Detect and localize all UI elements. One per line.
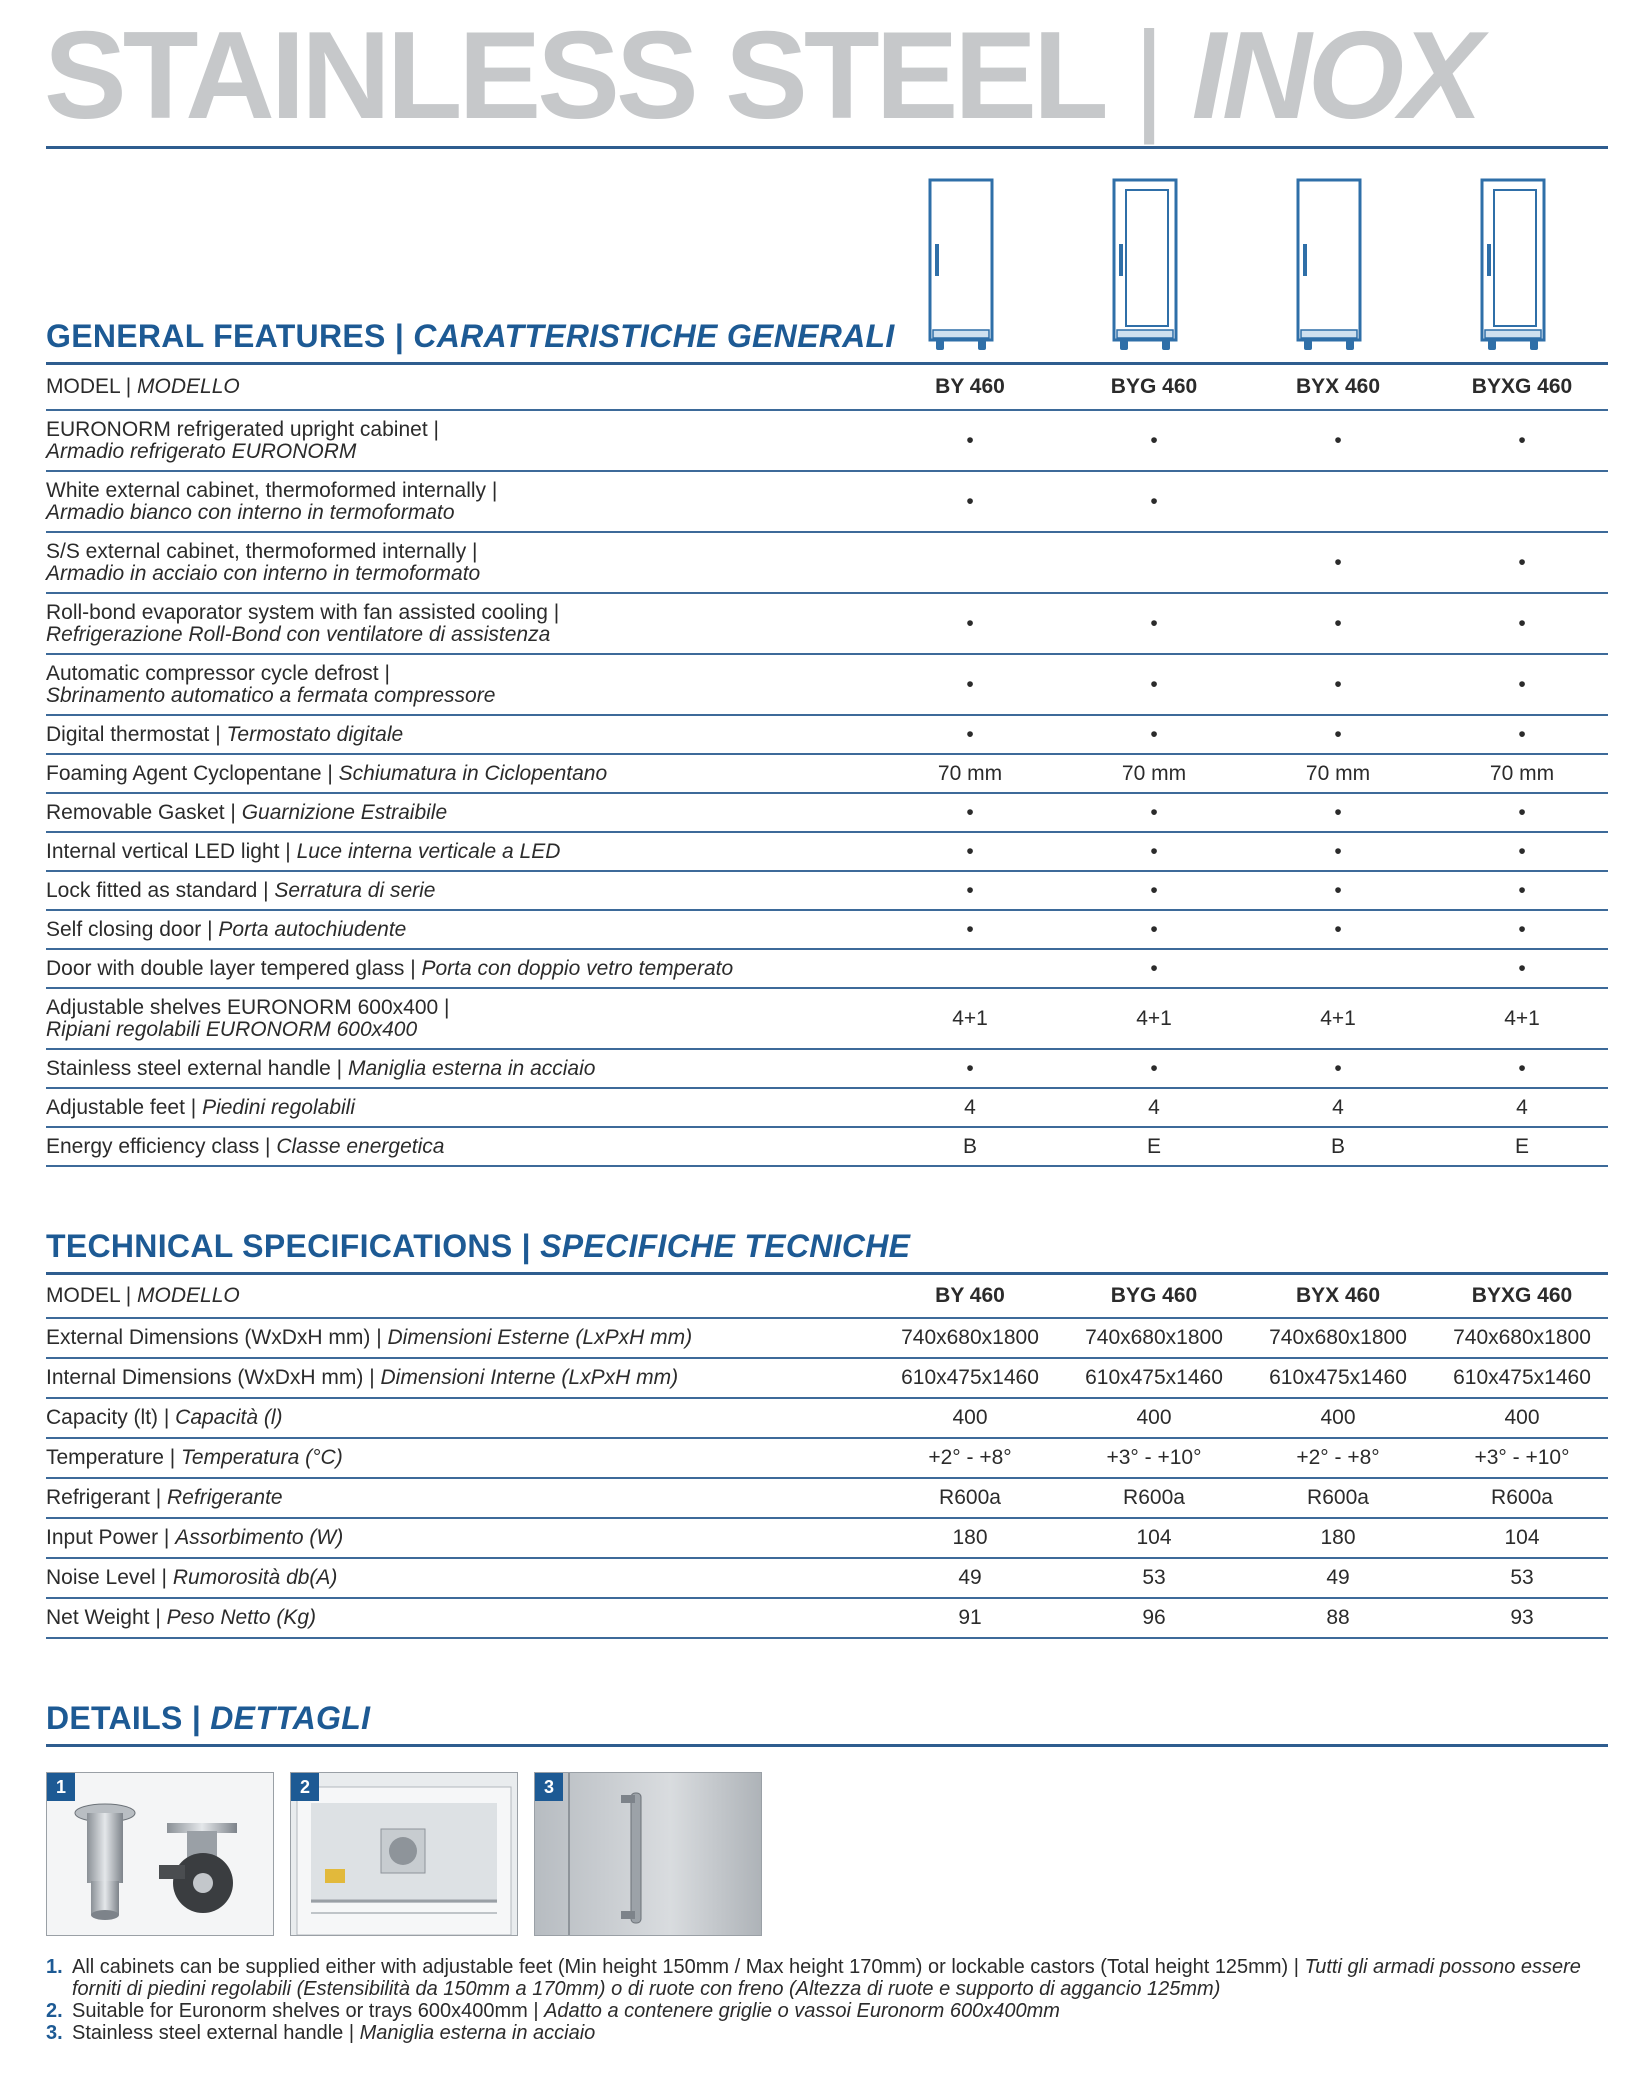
row-label-en: Adjustable feet | [46, 1095, 203, 1119]
row-label [46, 1487, 906, 1509]
cell-value: +3° - +10° [1474, 1446, 1570, 1469]
row-label [46, 997, 906, 1041]
row-label [46, 841, 906, 863]
cell-value: 400 [1136, 1406, 1172, 1429]
row-label-en: White external cabinet, thermoformed internally | [46, 478, 498, 502]
row-label [46, 663, 906, 707]
row-label [46, 541, 906, 585]
model-name: BYG 460 [1110, 1284, 1198, 1307]
cell-value: 740x680x1800 [1453, 1326, 1591, 1349]
feet-and-castor-image [47, 1773, 273, 1935]
cell-value: 49 [958, 1566, 982, 1589]
row-label-it: Dimensioni Interne (LxPxH mm) [380, 1366, 679, 1389]
cell-value: • [966, 489, 974, 513]
technical-specifications-title: TECHNICAL SPECIFICATIONS | SPECIFICHE TECNICHE [46, 1228, 911, 1264]
row-label [46, 602, 906, 646]
row-label [46, 1367, 906, 1389]
table-row [46, 1479, 1608, 1519]
row-label [46, 1567, 906, 1589]
cabinet-steel-door-icon [1294, 178, 1374, 358]
cell-value: • [966, 722, 974, 746]
table-row [46, 1559, 1608, 1599]
row-label-it: Sbrinamento automatico a fermata compressore [46, 683, 496, 707]
cell-value: R600a [1307, 1486, 1369, 1509]
model-header-row [46, 1275, 1608, 1319]
row-label [46, 480, 906, 524]
row-label [46, 919, 906, 941]
cabinet-interior-image [291, 1773, 517, 1935]
note-text-en: All cabinets can be supplied either with adjustable feet (Min height 150mm / Max height 170mm) or lockable castors (Total height 125mm) | [72, 1956, 1305, 1978]
table-row [46, 1359, 1608, 1399]
title-separator: | [1132, 7, 1162, 145]
row-label-en: Net Weight | [46, 1606, 167, 1629]
row-label-en: Self closing door | [46, 917, 219, 941]
table-row [46, 1089, 1608, 1128]
cell-value: • [966, 428, 974, 452]
row-label-en: Door with double layer tempered glass | [46, 956, 422, 980]
cell-value: 180 [1320, 1526, 1356, 1549]
model-name: BYX 460 [1295, 375, 1381, 398]
row-label [46, 958, 906, 980]
row-label-it: Serratura di serie [274, 878, 436, 902]
cell-value: B [962, 1134, 977, 1158]
model-name: BYG 460 [1110, 375, 1198, 398]
cell-value: 180 [952, 1526, 988, 1549]
row-label [46, 880, 906, 902]
cell-value: • [1334, 428, 1342, 452]
row-label-it: Maniglia esterna in acciaio [347, 1056, 596, 1080]
row-label-it: Refrigerazione Roll-Bond con ventilatore di assistenza [46, 622, 551, 646]
row-label-en: Internal vertical LED light | [46, 839, 297, 863]
table-row [46, 1050, 1608, 1089]
row-label-en: Temperature | [46, 1446, 182, 1469]
model-label-en: MODEL [46, 375, 120, 398]
cell-value: • [1518, 722, 1526, 746]
cell-value: 70 mm [937, 761, 1003, 785]
table-row [46, 1399, 1608, 1439]
table-row [46, 594, 1608, 655]
general-features-table [46, 365, 1608, 1167]
model-label-en: MODEL [46, 1284, 120, 1307]
cell-value: • [1150, 1056, 1158, 1080]
cell-value: • [1518, 839, 1526, 863]
cell-value: • [1518, 672, 1526, 696]
cabinet-solid-door-icon [926, 178, 1006, 358]
row-label-en: Noise Level | [46, 1566, 173, 1589]
note-text-en: Suitable for Euronorm shelves or trays 600x400mm | [72, 2000, 545, 2022]
cell-value: • [966, 611, 974, 635]
cabinet-steel-glass-door-icon [1478, 178, 1558, 358]
table-row [46, 472, 1608, 533]
row-label-it: Capacità (l) [175, 1406, 283, 1429]
row-label-it: Classe energetica [276, 1134, 445, 1158]
row-label-it: Refrigerante [167, 1486, 283, 1509]
row-label-it: Peso Netto (Kg) [166, 1606, 317, 1629]
cell-value: • [1150, 672, 1158, 696]
cell-value: • [1518, 956, 1526, 980]
detail-note-1 [46, 1956, 1616, 2000]
cell-value: 400 [1504, 1406, 1540, 1429]
cell-value: • [966, 800, 974, 824]
cell-value: 610x475x1460 [901, 1366, 1039, 1389]
cell-value: • [1518, 917, 1526, 941]
cell-value: • [1518, 878, 1526, 902]
cell-value: 53 [1142, 1566, 1166, 1589]
row-label-en: Energy efficiency class | [46, 1134, 277, 1158]
row-label-en: Stainless steel external handle | [46, 1056, 348, 1080]
cell-value: • [966, 1056, 974, 1080]
detail-photo-interior [290, 1772, 518, 1936]
row-label-en: Internal Dimensions (WxDxH mm) | [46, 1366, 381, 1389]
model-label-it: MODELLO [137, 1284, 240, 1307]
table-row [46, 1519, 1608, 1559]
table-row [46, 833, 1608, 872]
row-label-it: Dimensioni Esterne (LxPxH mm) [387, 1326, 693, 1349]
detail-note-2 [46, 2000, 1616, 2022]
row-label-it: Schiumatura in Ciclopentano [338, 761, 608, 785]
cell-value: 740x680x1800 [901, 1326, 1039, 1349]
row-label-it: Porta con doppio vetro temperato [421, 956, 734, 980]
table-row [46, 533, 1608, 594]
cell-value: 610x475x1460 [1085, 1366, 1223, 1389]
model-label-it: MODELLO [137, 375, 240, 398]
row-label [46, 1607, 906, 1629]
cell-value: R600a [1123, 1486, 1185, 1509]
table-row [46, 950, 1608, 989]
cell-value: • [1518, 611, 1526, 635]
model-name: BYXG 460 [1471, 375, 1573, 398]
cell-value: • [1150, 611, 1158, 635]
cell-value: • [1150, 800, 1158, 824]
title-italic: INOX [1191, 7, 1479, 145]
detail-badge-2: 2 [291, 1773, 319, 1801]
page-title [44, 7, 1479, 145]
row-label-en: Removable Gasket | [46, 800, 242, 824]
cell-value: 740x680x1800 [1269, 1326, 1407, 1349]
row-label-en: EURONORM refrigerated upright cabinet | [46, 417, 439, 441]
cell-value: 400 [952, 1406, 988, 1429]
row-label [46, 802, 906, 824]
cell-value: • [1334, 1056, 1342, 1080]
row-label [46, 1058, 906, 1080]
cell-value: • [1150, 428, 1158, 452]
table-row [46, 911, 1608, 950]
cell-value: 104 [1504, 1526, 1540, 1549]
row-label-it: Temperatura (°C) [181, 1446, 343, 1469]
row-label-it: Guarnizione Estraibile [241, 800, 448, 824]
row-label-en: Capacity (lt) | [46, 1406, 176, 1429]
cell-value: • [1518, 428, 1526, 452]
cell-value: +2° - +8° [928, 1446, 1012, 1469]
row-label [46, 1527, 906, 1549]
row-label-en: S/S external cabinet, thermoformed internally | [46, 539, 478, 563]
technical-specifications-table [46, 1275, 1608, 1639]
cabinet-glass-door-icon [1110, 178, 1190, 358]
cell-value: • [1150, 839, 1158, 863]
cell-value: • [966, 839, 974, 863]
cell-value: 4 [1516, 1095, 1528, 1119]
cell-value: • [1334, 672, 1342, 696]
cell-value: • [1334, 550, 1342, 574]
title-rule [46, 146, 1608, 149]
cell-value: 104 [1136, 1526, 1172, 1549]
cell-value: 610x475x1460 [1453, 1366, 1591, 1389]
row-label-it: Assorbimento (W) [175, 1526, 344, 1549]
cell-value: 4 [964, 1095, 976, 1119]
cell-value: • [1150, 956, 1158, 980]
table-row [46, 655, 1608, 716]
row-label [46, 419, 906, 463]
row-label [46, 1097, 906, 1119]
detail-photo-feet-castors [46, 1772, 274, 1936]
row-label-it: Armadio in acciaio con interno in termoformato [46, 561, 481, 585]
model-header-row [46, 365, 1608, 411]
cell-value: 740x680x1800 [1085, 1326, 1223, 1349]
table-row [46, 989, 1608, 1050]
row-label-en: Foaming Agent Cyclopentane | [46, 761, 339, 785]
row-label-en: Roll-bond evaporator system with fan assisted cooling | [46, 600, 560, 624]
cell-value: • [1518, 1056, 1526, 1080]
cell-value: 70 mm [1489, 761, 1555, 785]
cell-value: 4+1 [1136, 1006, 1172, 1030]
cell-value: +2° - +8° [1296, 1446, 1380, 1469]
table-row [46, 1599, 1608, 1639]
cell-value: • [966, 917, 974, 941]
note-text-en: Stainless steel external handle | [72, 2022, 360, 2044]
row-label-en: External Dimensions (WxDxH mm) | [46, 1326, 388, 1349]
cell-value: 91 [958, 1606, 982, 1629]
cell-value: 4 [1332, 1095, 1344, 1119]
cell-value: +3° - +10° [1106, 1446, 1202, 1469]
cell-value: 70 mm [1121, 761, 1187, 785]
cell-value: 70 mm [1305, 761, 1371, 785]
cell-value: 4+1 [952, 1006, 988, 1030]
cell-value: 88 [1326, 1606, 1350, 1629]
table-row [46, 1319, 1608, 1359]
row-label-en: Automatic compressor cycle defrost | [46, 661, 390, 685]
table-row [46, 1439, 1608, 1479]
cell-value: • [966, 878, 974, 902]
table-row [46, 411, 1608, 472]
cell-value: 400 [1320, 1406, 1356, 1429]
row-label [46, 763, 906, 785]
model-name: BYX 460 [1295, 1284, 1381, 1307]
cell-value: R600a [1491, 1486, 1553, 1509]
row-label-it: Termostato digitale [226, 722, 404, 746]
details-notes [46, 1956, 1616, 2044]
row-label-en: Digital thermostat | [46, 722, 227, 746]
cell-value: • [1334, 722, 1342, 746]
cell-value: R600a [939, 1486, 1001, 1509]
row-label-it: Armadio refrigerato EURONORM [46, 439, 357, 463]
details-title: DETAILS | DETTAGLI [46, 1700, 371, 1736]
cell-value: • [1150, 722, 1158, 746]
row-label-en: Lock fitted as standard | [46, 878, 275, 902]
table-row [46, 755, 1608, 794]
row-label [46, 1407, 906, 1429]
detail-photo-handle [534, 1772, 762, 1936]
cell-value: 49 [1326, 1566, 1350, 1589]
model-name: BY 460 [935, 1284, 1005, 1307]
detail-note-3 [46, 2022, 1616, 2044]
note-number: 3. [46, 2022, 63, 2044]
cell-value: • [1334, 917, 1342, 941]
stainless-handle-image [535, 1773, 761, 1935]
cell-value: B [1330, 1134, 1345, 1158]
note-number: 1. [46, 1956, 63, 1978]
cell-value: • [1150, 878, 1158, 902]
row-label-en: Input Power | [46, 1526, 176, 1549]
cell-value: 610x475x1460 [1269, 1366, 1407, 1389]
note-text-it: Maniglia esterna in acciaio [359, 2022, 596, 2044]
cell-value: • [1518, 800, 1526, 824]
cell-value: 4+1 [1504, 1006, 1540, 1030]
cell-value: 4+1 [1320, 1006, 1356, 1030]
table-row [46, 872, 1608, 911]
details-rule [46, 1744, 1608, 1747]
table-row [46, 794, 1608, 833]
cell-value: • [1334, 878, 1342, 902]
model-label: MODEL | MODELLO [46, 375, 240, 398]
cell-value: • [1334, 611, 1342, 635]
row-label-it: Armadio bianco con interno in termoformato [46, 500, 455, 524]
row-label-it: Rumorosità db(A) [172, 1566, 338, 1589]
model-name: BY 460 [935, 375, 1005, 398]
cell-value: E [1514, 1134, 1529, 1158]
table-row [46, 716, 1608, 755]
row-label [46, 1136, 906, 1158]
cell-value: 96 [1142, 1606, 1166, 1629]
row-label [46, 1447, 906, 1469]
title-main: STAINLESS STEEL [44, 7, 1103, 145]
cell-value: E [1146, 1134, 1161, 1158]
row-label-it: Porta autochiudente [218, 917, 407, 941]
note-number: 2. [46, 2000, 63, 2022]
row-label-en: Adjustable shelves EURONORM 600x400 | [46, 995, 450, 1019]
cell-value: 4 [1148, 1095, 1160, 1119]
cell-value: 93 [1510, 1606, 1534, 1629]
note-text-it: Tutti gli armadi possono essere forniti di piedini regolabili (Estensibilità da 150mm a 170mm) o di ruote con freno (Altezza di ruote e supporto di aggancio 125mm) [72, 1956, 1581, 2000]
detail-badge-1: 1 [47, 1773, 75, 1801]
row-label-it: Luce interna verticale a LED [296, 839, 561, 863]
row-label-it: Piedini regolabili [202, 1095, 355, 1119]
model-label: MODEL | MODELLO [46, 1284, 240, 1307]
note-text-it: Adatto a contenere griglie o vassoi Euronorm 600x400mm [544, 2000, 1060, 2022]
row-label [46, 724, 906, 746]
model-name: BYXG 460 [1471, 1284, 1573, 1307]
cell-value: • [966, 672, 974, 696]
table-row [46, 1128, 1608, 1167]
cell-value: • [1150, 489, 1158, 513]
row-label-en: Refrigerant | [46, 1486, 168, 1509]
cell-value: • [1334, 839, 1342, 863]
cell-value: • [1518, 550, 1526, 574]
cell-value: • [1150, 917, 1158, 941]
row-label [46, 1327, 906, 1349]
general-features-title: GENERAL FEATURES | CARATTERISTICHE GENERALI [46, 318, 895, 354]
detail-badge-3: 3 [535, 1773, 563, 1801]
row-label-it: Ripiani regolabili EURONORM 600x400 [46, 1017, 418, 1041]
cell-value: • [1334, 800, 1342, 824]
cell-value: 53 [1510, 1566, 1534, 1589]
